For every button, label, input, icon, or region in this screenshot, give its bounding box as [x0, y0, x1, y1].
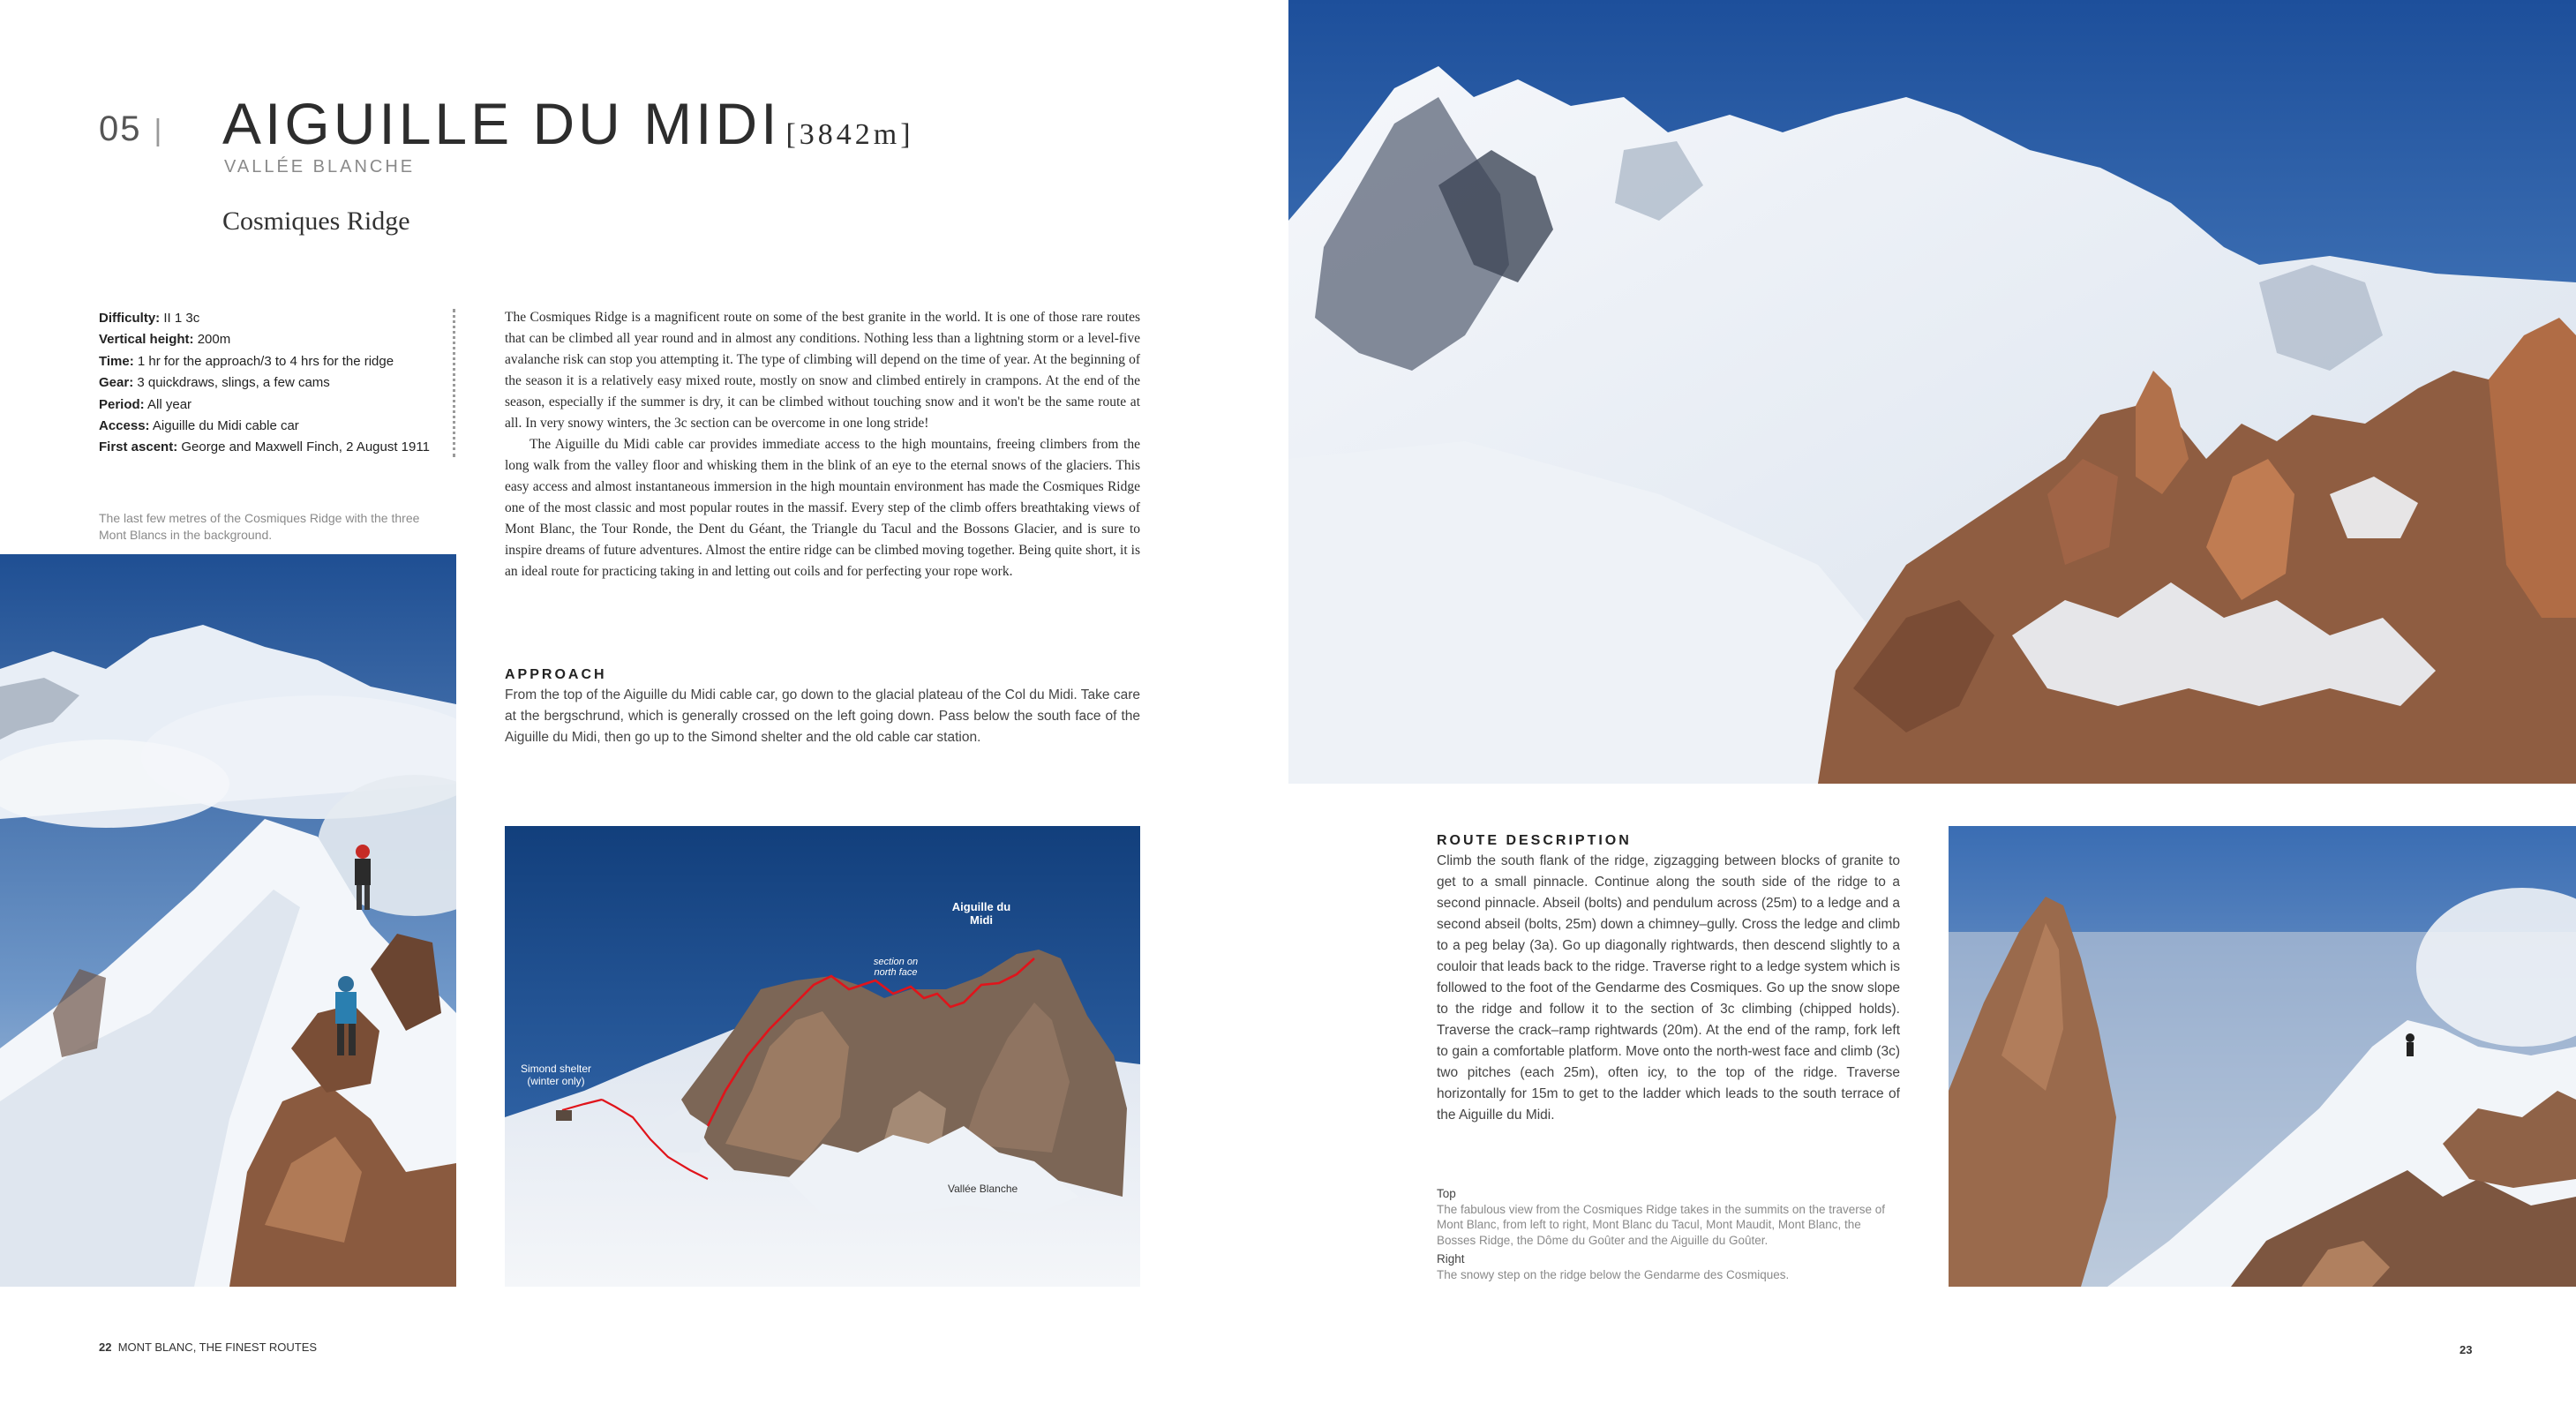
topo-label-shelter: Simond shelter (winter only) — [520, 1063, 592, 1087]
fact-first-ascent — [99, 437, 434, 458]
fact-access — [99, 416, 434, 437]
fact-label: Vertical height: — [99, 332, 194, 348]
fact-gear — [99, 372, 434, 394]
page-title-text: AIGUILLE DU MIDI — [222, 91, 781, 156]
fact-label: First ascent: — [99, 439, 178, 455]
caption-right-text: The snowy step on the ridge below the Gendarme des Cosmiques. — [1437, 1267, 1790, 1281]
fact-value: 200m — [197, 332, 231, 348]
fact-value: Aiguille du Midi cable car — [152, 418, 299, 434]
dotted-separator — [453, 309, 455, 457]
topo-label-section: section on north face — [873, 957, 919, 978]
chapter-number — [99, 109, 163, 149]
fact-difficulty — [99, 308, 434, 329]
route-name: Cosmiques Ridge — [222, 207, 410, 236]
fact-value: II 1 3c — [163, 311, 200, 326]
fact-label: Difficulty: — [99, 311, 161, 326]
fact-label: Time: — [99, 353, 134, 369]
fact-value: 3 quickdraws, slings, a few cams — [137, 375, 330, 391]
footer-left — [99, 1341, 317, 1354]
region-label: VALLÉE BLANCHE — [224, 157, 416, 176]
book-title: MONT BLANC, THE FINEST ROUTES — [117, 1341, 318, 1354]
intro-paragraph-1: The Cosmiques Ridge is a magnificent route on some of the best granite in the world. It is one of those rare routes that can be climbed all year round and in almost any conditions. Nothing less than a lightning storm or a level-five avalanche risk can stop you attempting it. The type of climbing will depend on the time of year. At the beginning of the season it is a relatively easy mixed route, mostly on snow and climbed entirely in crampons. At the end of the season, especially if the summer is dry, it can be climbed without touching snow and it won't be the same route at all. In very snowy winters, the 3c section can be overcome in one long stride! — [505, 310, 1140, 431]
page-number-right: 23 — [2460, 1343, 2473, 1356]
fact-label: Access: — [99, 418, 150, 434]
topo-label-summit: Aiguille du Midi — [951, 900, 1011, 927]
fact-label: Period: — [99, 396, 145, 412]
footer-right — [2460, 1343, 2472, 1356]
caption-top-text: The fabulous view from the Cosmiques Ridge takes in the summits on the traverse of Mont Blanc, from left to right, Mont Blanc du Tacul, Mont Maudit, Mont Blanc, the Bosses Ridge, the Dôme du Goûter and the Aiguille du Goûter. — [1437, 1202, 1885, 1247]
fact-value: George and Maxwell Finch, 2 August 1911 — [181, 439, 430, 455]
fact-value: 1 hr for the approach/3 to 4 hrs for the ridge — [137, 353, 394, 369]
page-title — [222, 90, 914, 157]
photo-panorama-image — [1288, 0, 2576, 784]
topo-label-valley: Vallée Blanche — [948, 1183, 1018, 1195]
photo-ridge-climbers-image — [0, 554, 456, 1287]
route-description-heading: ROUTE DESCRIPTION — [1437, 833, 1632, 848]
captions-right — [1437, 1186, 1900, 1282]
photo-snowy-step — [1949, 826, 2576, 1287]
photo-snowy-step-image — [1949, 826, 2576, 1287]
approach-heading: APPROACH — [505, 667, 607, 682]
intro-paragraph-2: The Aiguille du Midi cable car provides immediate access to the high mountains, freeing climbers from the long walk from the valley floor and whisking them in the blink of an eye to the eternal snows of the glaciers. This easy access and almost instantaneous immersion in the high mountain environment has made the Cosmiques Ridge one of the most classic and most popular routes in the massif. Every step of the climb offers breathtaking views of Mont Blanc, the Tour Ronde, the Dent du Géant, the Triangle du Tacul and the Bossons Glacier, and is sure to inspire dreams of future adventures. Almost the entire ridge can be climbed moving together. Being quite short, it is an ideal route for practicing taking in and letting out coils and for perfecting your rope work. — [505, 437, 1140, 579]
route-description-text: Climb the south flank of the ridge, zigzagging between blocks of granite to get to a small pinnacle. Continue along the south side of the ridge to a second pinnacle. Abseil (bolts) and pendulum across (25m) to a ledge and a second abseil (bolts, 25m) down a chimney–gully. Cross the ledge and climb to a peg belay (3a). Go up diagonally rightwards, then descend slightly to a couloir that leads back to the ridge. Traverse right to a ledge system which is followed to the foot of the Gendarme des Cosmiques. Go up the snow slope to the ridge and follow it to the section of 3c climbing (chipped holds). Traverse the crack–ramp rightwards (20m). At the end of the ramp, fork left to gain a comfortable platform. Move onto the north-west face and climb (3c) two pitches (each 25m), often icy, to the top of the ridge. Traverse horizontally for 15m to get to the ladder which leads to the south terrace of the Aiguille du Midi. — [1437, 853, 1900, 1123]
caption-right-label: Right — [1437, 1252, 1465, 1266]
fact-label: Gear: — [99, 375, 134, 391]
photo-topo-image — [505, 826, 1140, 1287]
left-photo-caption: The last few metres of the Cosmiques Ridge with the three Mont Blancs in the background. — [99, 511, 420, 542]
page-number-left: 22 — [99, 1341, 112, 1354]
chapter-divider: | — [154, 114, 164, 147]
approach-text: From the top of the Aiguille du Midi cable car, go down to the glacial plateau of the Col du Midi. Take care at the bergschrund, which is generally crossed on the left going down. Pass below the south face of the Aiguille du Midi, then go up to the Simond shelter and the old cable car station. — [505, 687, 1140, 745]
fact-period — [99, 394, 434, 416]
photo-panorama — [1288, 0, 2576, 784]
elevation: [3842m] — [785, 118, 914, 151]
caption-top-label: Top — [1437, 1187, 1456, 1200]
fact-vertical-height — [99, 329, 434, 350]
photo-topo — [505, 826, 1140, 1287]
fact-value: All year — [147, 396, 192, 412]
photo-ridge-climbers — [0, 554, 456, 1287]
fact-time — [99, 351, 434, 372]
route-facts — [99, 308, 434, 459]
intro-text — [505, 307, 1140, 582]
chapter-number-text: 05 — [99, 109, 142, 148]
